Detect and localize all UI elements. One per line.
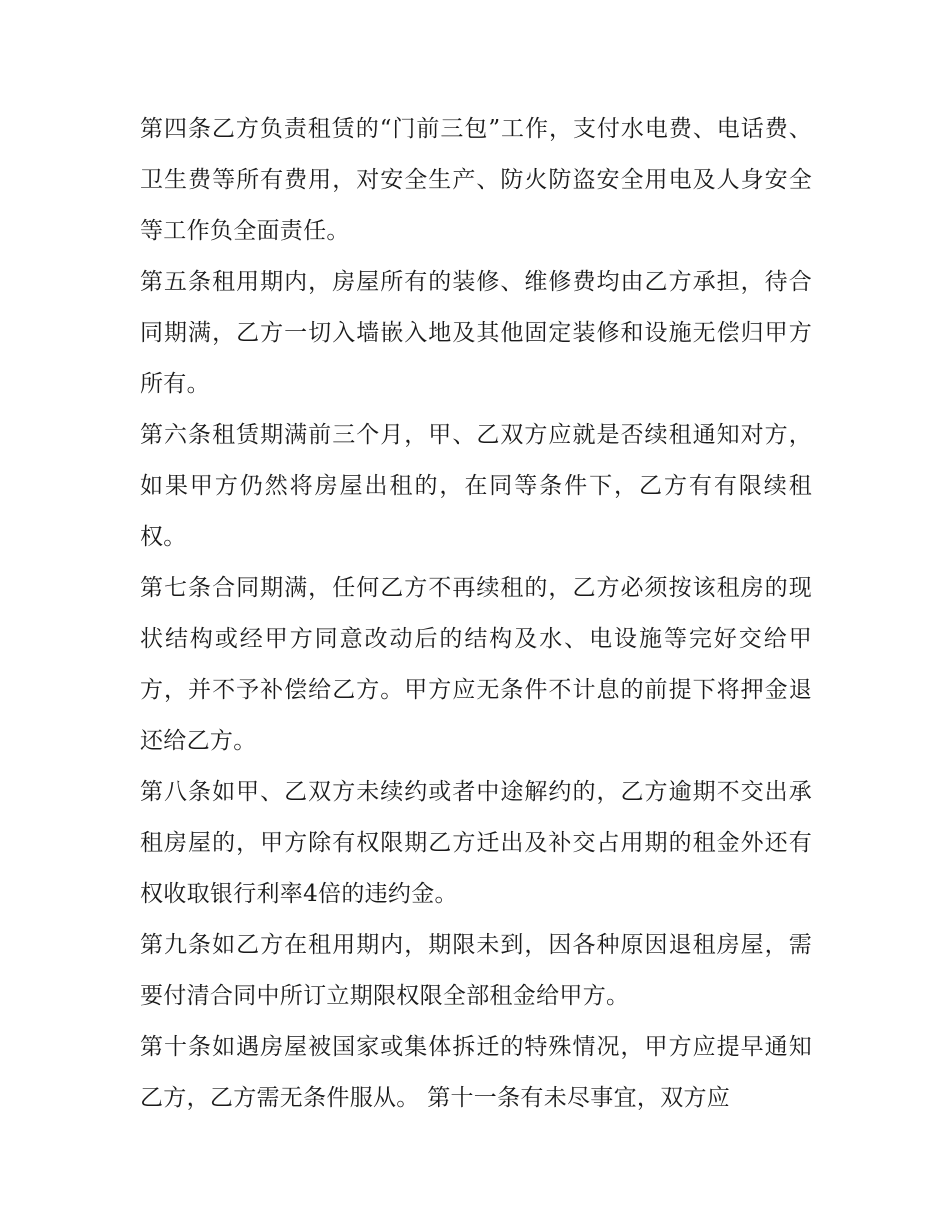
clause-6-paragraph: 第六条租赁期满前三个月，甲、乙双方应就是否续租通知对方，如果甲方仍然将房屋出租的，在同等条件下，乙方有有限续租权。 [140, 422, 812, 550]
clause-10-11-paragraph: 第十条如遇房屋被国家或集体拆迁的特殊情况，甲方应提早通知乙方，乙方需无条件服从。 第十一条有未尽事宜，双方应 [140, 1034, 812, 1111]
clause-9-paragraph: 第九条如乙方在租用期内，期限未到，因各种原因退租房屋，需要付清合同中所订立期限权限全部租金给甲方。 [140, 932, 812, 1009]
clause-5-paragraph: 第五条租用期内，房屋所有的装修、维修费均由乙方承担，待合同期满，乙方一切入墙嵌入地及其他固定装修和设施无偿归甲方所有。 [140, 269, 812, 397]
clause-8-paragraph: 第八条如甲、乙双方未续约或者中途解约的，乙方逾期不交出承租房屋的，甲方除有权限期乙方迁出及补交占用期的租金外还有权收取银行利率4倍的违约金。 [140, 779, 812, 907]
clause-4-paragraph: 第四条乙方负责租赁的“门前三包”工作，支付水电费、电话费、卫生费等所有费用，对安全生产、防火防盗安全用电及人身安全等工作负全面责任。 [140, 116, 812, 244]
clause-7-paragraph: 第七条合同期满，任何乙方不再续租的，乙方必须按该租房的现状结构或经甲方同意改动后的结构及水、电设施等完好交给甲方，并不予补偿给乙方。甲方应无条件不计息的前提下将押金退还给乙方。 [140, 575, 812, 754]
document-body [140, 104, 812, 1124]
